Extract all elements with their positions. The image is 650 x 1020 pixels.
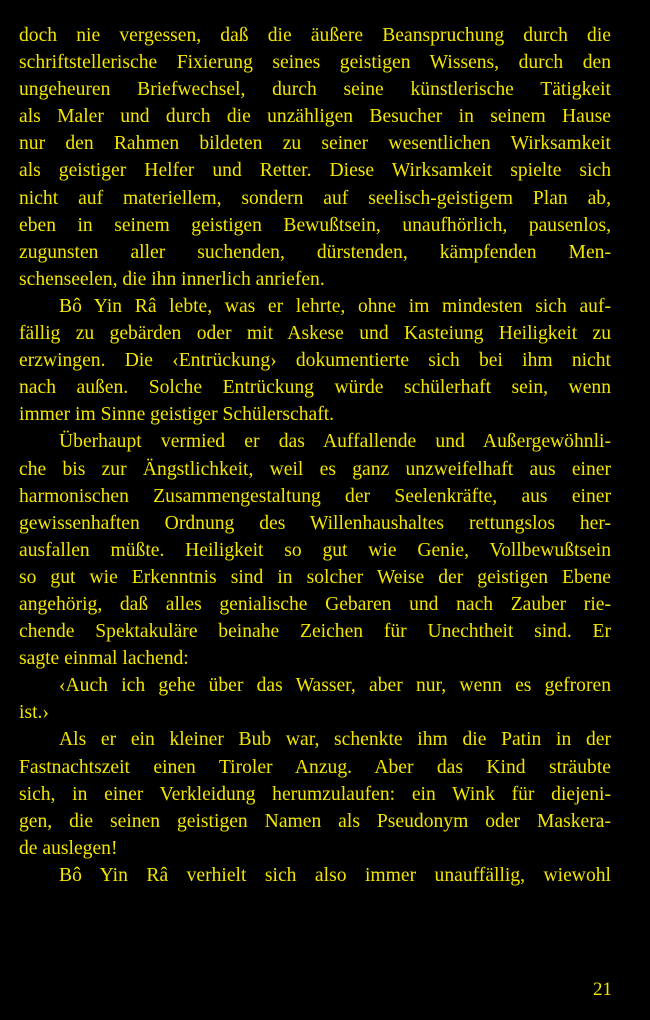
text-line: doch nie vergessen, daß die äußere Beanspruchung durch die [19, 25, 611, 46]
text-line: gen, die seinen geistigen Namen als Pseudonym oder Maskera- [19, 810, 611, 832]
text-line: zugunsten aller suchenden, dürstenden, kämpfenden Men- [19, 241, 611, 263]
text-line: fällig zu gebärden oder mit Askese und Kasteiung Heiligkeit zu [19, 323, 611, 345]
text-line: ‹Auch ich gehe über das Wasser, aber nur, wenn es gefroren [59, 675, 611, 697]
text-line: schenseelen, die ihn innerlich anriefen. [19, 268, 325, 290]
page-number: 21 [593, 979, 612, 1000]
text-line: Überhaupt vermied er das Auffallende und Außergewöhnli- [59, 431, 611, 453]
text-line: ungeheuren Briefwechsel, durch seine künstlerische Tätigkeit [19, 79, 611, 101]
text-line: Bô Yin Râ lebte, was er lehrte, ohne im mindesten sich auf- [59, 295, 611, 317]
text-line: angehörig, daß alles genialische Gebaren und nach Zauber rie- [19, 593, 611, 615]
text-line: nur den Rahmen bildeten zu seiner wesentlichen Wirksamkeit [19, 133, 611, 155]
text-line: nach außen. Solche Entrückung würde schülerhaft sein, wenn [19, 377, 611, 399]
text-line: immer im Sinne geistiger Schülerschaft. [19, 404, 335, 426]
text-line: gewissenhaften Ordnung des Willenhaushaltes rettungslos her- [19, 512, 611, 534]
text-line: Als er ein kleiner Bub war, schenkte ihm die Patin in der [59, 729, 611, 751]
text-line: sagte einmal lachend: [19, 648, 189, 670]
text-line: erzwingen. Die ‹Entrückung› dokumentierte sich bei ihm nicht [19, 350, 611, 372]
text-line: schriftstellerische Fixierung seines geistigen Wissens, durch den [19, 52, 611, 74]
text-line: Fastnachtszeit einen Tiroler Anzug. Aber das Kind sträubte [19, 756, 611, 778]
text-line: sich, in einer Verkleidung herumzulaufen: ein Wink für diejeni- [19, 783, 611, 805]
text-line: als geistiger Helfer und Retter. Diese Wirksamkeit spielte sich [19, 160, 611, 182]
text-line: ausfallen müßte. Heiligkeit so gut wie Genie, Vollbewußtsein [19, 539, 611, 561]
body-text [19, 22, 611, 889]
text-line: Bô Yin Râ verhielt sich also immer unauffällig, wiewohl [59, 864, 611, 886]
text-line: ist.› [19, 702, 49, 724]
text-line: nicht auf materiellem, sondern auf seelisch-geistigem Plan ab, [19, 187, 611, 209]
text-line: eben in seinem geistigen Bewußtsein, unaufhörlich, pausenlos, [19, 214, 611, 236]
text-line: de auslegen! [19, 837, 118, 859]
text-line: che bis zur Ängstlichkeit, weil es ganz unzweifelhaft aus einer [19, 458, 611, 480]
text-line: chende Spektakuläre beinahe Zeichen für Unechtheit sind. Er [19, 621, 611, 643]
text-line: als Maler und durch die unzähligen Besucher in seinem Hause [19, 106, 611, 128]
text-line: harmonischen Zusammengestaltung der Seelenkräfte, aus einer [19, 485, 611, 507]
text-line: so gut wie Erkenntnis sind in solcher Weise der geistigen Ebene [19, 566, 611, 588]
